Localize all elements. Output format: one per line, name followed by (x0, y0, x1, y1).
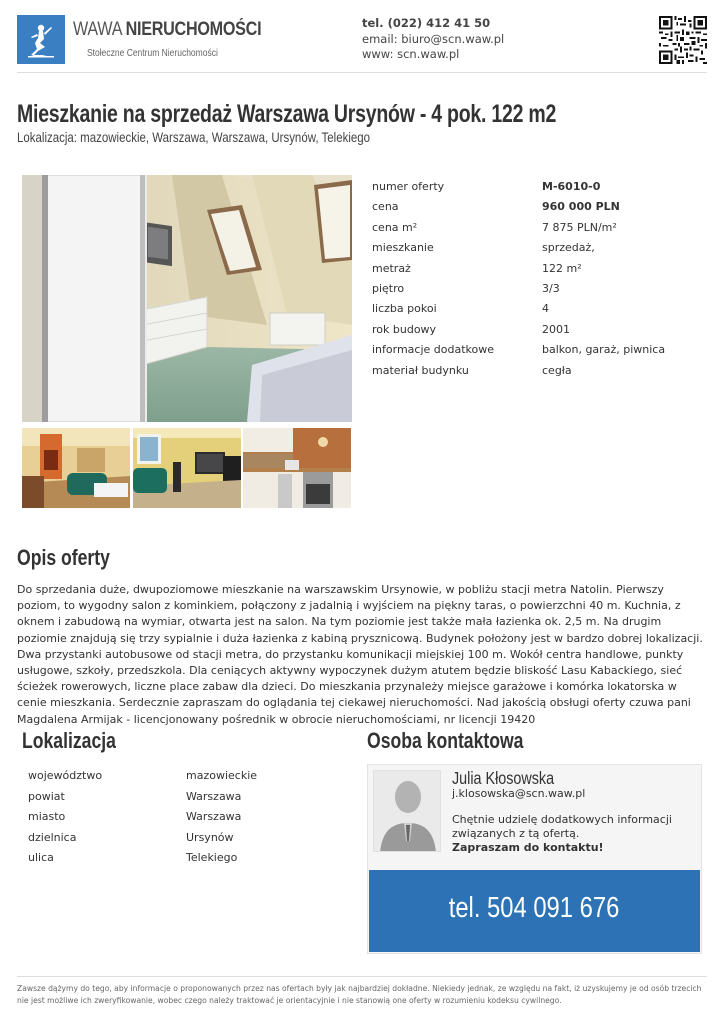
office-contact (362, 16, 504, 63)
spec-label: piętro (372, 281, 405, 295)
location-value: Ursynów (186, 830, 234, 844)
spec-label: cena (372, 200, 399, 214)
contact-phone-box[interactable] (369, 870, 700, 952)
spec-row (372, 298, 692, 318)
property-specs (372, 176, 692, 380)
spec-row (372, 196, 692, 216)
office-email[interactable]: email: biuro@scn.waw.pl (362, 31, 505, 46)
spec-value: sprzedaż, (542, 241, 595, 255)
location-row (28, 765, 328, 786)
spec-row (372, 278, 692, 298)
spec-label: numer oferty (372, 180, 445, 193)
listing-title: Mieszkanie na sprzedaż Warszawa Ursynów - 4 pok. 122 m2 (17, 100, 557, 128)
main-photo[interactable] (22, 175, 352, 422)
spec-value: 7 875 PLN/m² (542, 220, 617, 234)
spec-value: 3/3 (542, 281, 560, 295)
spec-label: rok budowy (372, 322, 437, 336)
listing-location: Lokalizacja: mazowieckie, Warszawa, Warszawa, Ursynów, Telekiego (17, 129, 371, 145)
location-value: Telekiego (186, 851, 238, 864)
brand-tagline: Stołeczne Centrum Nieruchomości (87, 48, 218, 59)
contact-message-text: Chętnie udzielę dodatkowych informacji związanych z tą ofertą. (452, 813, 672, 840)
thumbnail-2[interactable] (133, 428, 241, 508)
description-heading: Opis oferty (17, 545, 110, 570)
page-header (17, 15, 707, 69)
spec-row (372, 339, 692, 359)
location-label: dzielnica (28, 830, 77, 844)
person-placeholder-icon (373, 770, 441, 852)
spec-row (372, 360, 692, 380)
office-www[interactable]: www: scn.waw.pl (362, 47, 460, 61)
thumbnail-1[interactable] (22, 428, 130, 508)
spec-value: 4 (542, 302, 549, 316)
contact-message (452, 813, 697, 855)
spec-label: materiał budynku (372, 363, 469, 377)
contact-heading: Osoba kontaktowa (367, 728, 524, 753)
photo-thumbnails (22, 428, 352, 508)
footer-divider (17, 976, 707, 977)
description-text: Do sprzedania duże, dwupoziomowe mieszkanie na warszawskim Ursynowie, w pobliżu stacji metra Natolin. Pierwszy poziom, to wygodny salon z kominkiem, połączony z jadalnią i wyjściem na piękny taras, o powierzchni 40 m. Kuchnia, z oknem i zabudową na wymiar, otwarta jest na salon. Na tym poziomie jest także mała łazienka ok. 2,5 m. Na drugim poziomie znajdują się trzy sypialnie i duża łazienka z kabiną prysznicową. Budynek położony jest w bardzo dobrej lokalizacji. Dwa przystanki autobusowe od stacji metra, do przystanku komunikacji miejskiej 100 m. Wokół centra handlowe, punkty usługowe, szkoły, przedszkola. Dla ceniących aktywny wypoczynek dużym atutem będzie bliskość Lasu Kabackiego, sieć ścieżek rowerowych, liczne place zabaw dla dzieci. Do mieszkania przynależy miejsce garażowe i komórka lokatorska w cenie mieszkania. Serdecznie zapraszam do oglądania tej ciekawej nieruchomości. Nad jakością obsługi oferty czuwa pani Magdalena Armijak - licencjonowany pośrednik w obrocie nieruchomościami, nr licencji 19420 (17, 583, 703, 726)
location-table (28, 765, 328, 868)
spec-row (372, 319, 692, 339)
contact-card (367, 764, 702, 954)
office-phone[interactable]: tel. (022) 412 41 50 (362, 16, 491, 30)
location-label: powiat (28, 789, 65, 803)
contact-email[interactable]: j.klosowska@scn.waw.pl (452, 787, 586, 800)
spec-value: balkon, garaż, piwnica (542, 343, 666, 357)
location-row (28, 806, 328, 827)
spec-row (372, 176, 692, 196)
spec-label: informacje dodatkowe (372, 343, 495, 357)
location-row (28, 827, 328, 848)
contact-phone[interactable]: tel. 504 091 676 (449, 892, 620, 924)
footer-disclaimer: Zawsze dążymy do tego, aby informacje o proponowanych przez nas ofertach były jak najbardziej dokładne. Niekiedy jednak, ze względu na fakt, iż uzyskujemy je od osób trzecich nie jest możliwe ich zweryfikowanie, wobec czego należy traktować je orientacyjnie i nie stanowią one oferty w rozumieniu kodeksu cywilnego. (17, 984, 702, 1005)
spec-value: 2001 (542, 322, 570, 336)
location-value: Warszawa (186, 789, 242, 803)
location-value: mazowieckie (186, 769, 258, 782)
location-heading: Lokalizacja (22, 728, 116, 753)
location-label: ulica (28, 851, 54, 864)
qr-code-icon (659, 16, 707, 64)
thumbnail-3[interactable] (243, 428, 351, 508)
location-row (28, 786, 328, 807)
spec-label: metraż (372, 261, 411, 275)
contact-cta: Zapraszam do kontaktu! (452, 841, 604, 854)
location-value: Warszawa (186, 810, 242, 823)
spec-value: 960 000 PLN (542, 200, 620, 214)
spec-label: liczba pokoi (372, 302, 437, 316)
spec-label: cena m² (372, 220, 418, 234)
spec-row (372, 237, 692, 257)
contact-name: Julia Kłosowska (452, 768, 555, 788)
header-divider (17, 72, 707, 73)
spec-row (372, 217, 692, 237)
spec-value: M-6010-0 (542, 180, 601, 193)
location-row (28, 847, 328, 868)
location-label: miasto (28, 810, 66, 823)
spec-row (372, 258, 692, 278)
location-label: województwo (28, 769, 103, 782)
spec-value: 122 m² (542, 261, 582, 275)
spec-value: cegła (542, 363, 572, 377)
spec-label: mieszkanie (372, 241, 434, 255)
brand-name: WAWA NIERUCHOMOŚCI (73, 19, 262, 40)
mermaid-logo-icon[interactable] (17, 15, 65, 64)
